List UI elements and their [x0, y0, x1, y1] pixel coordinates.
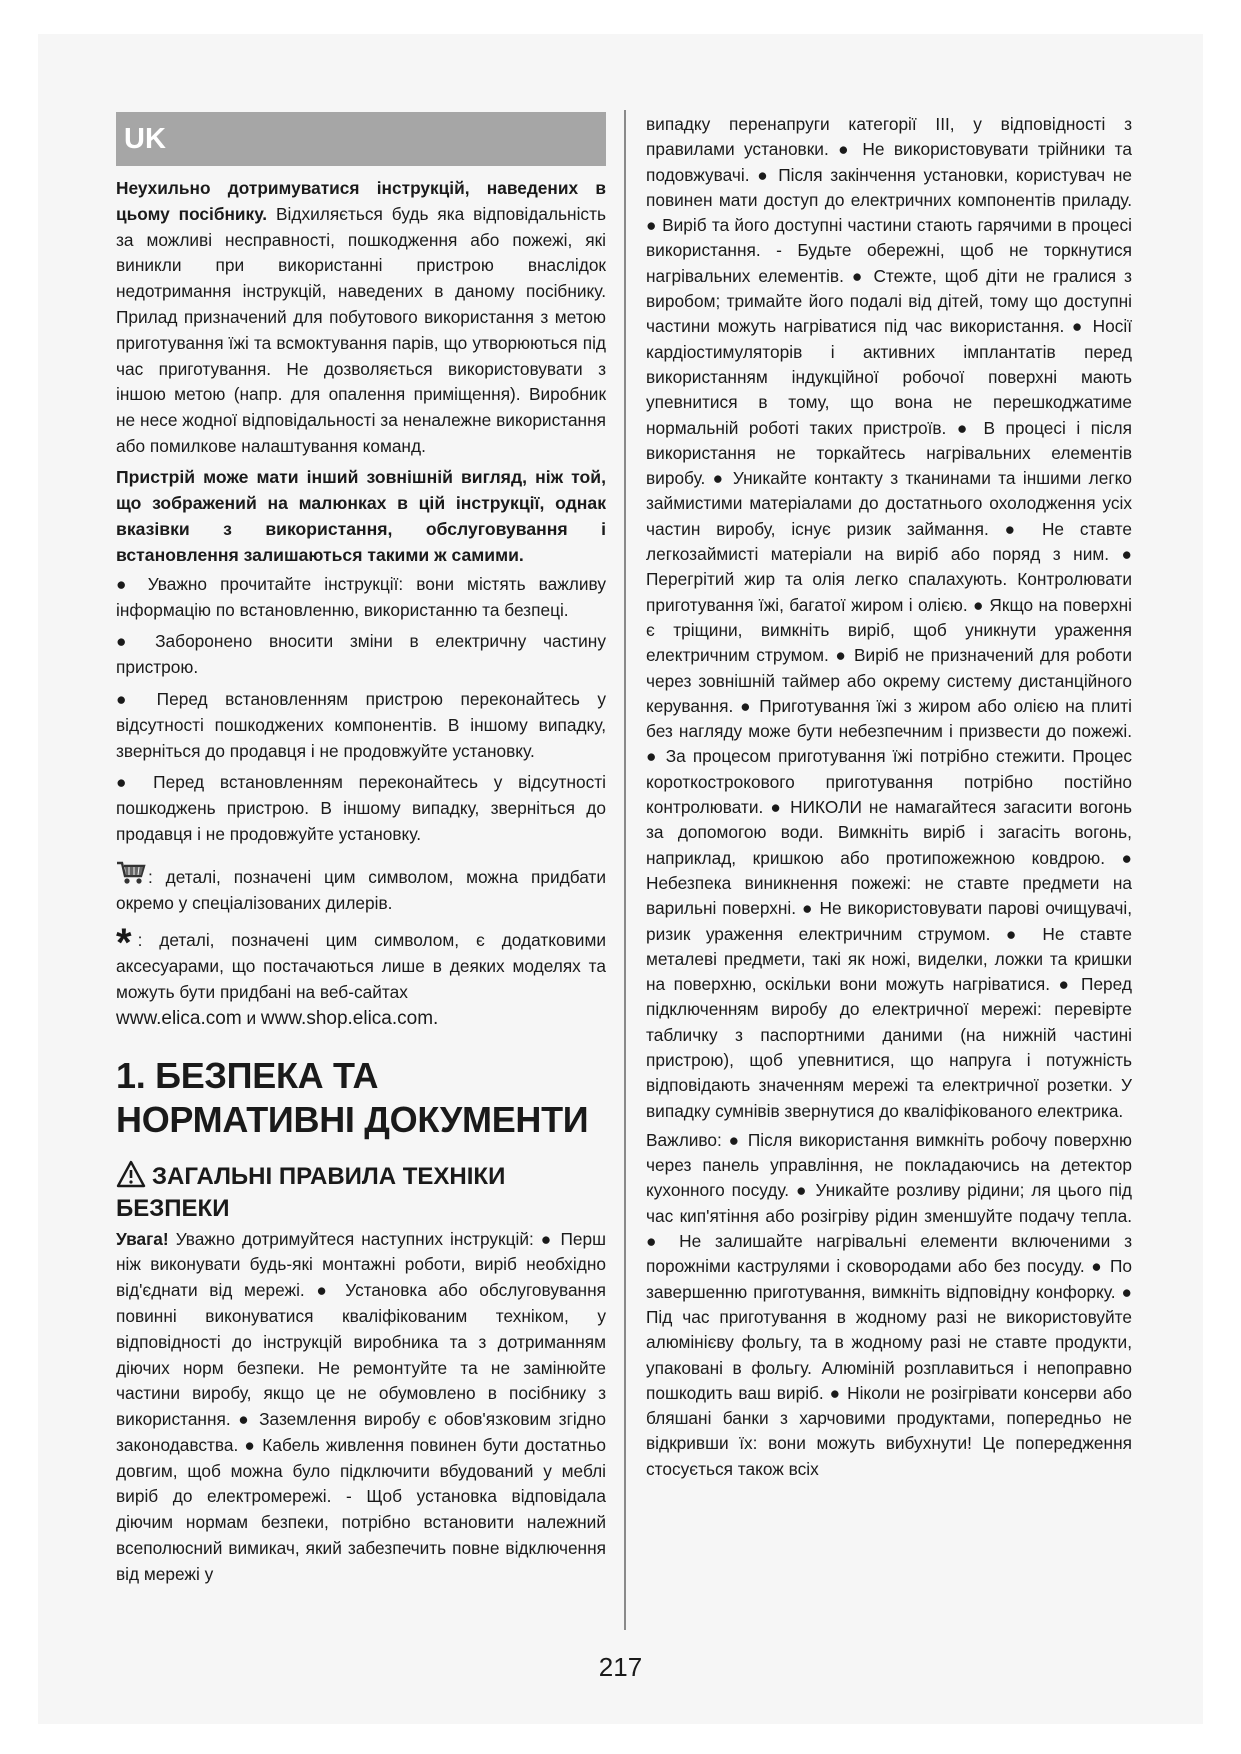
language-code: UK	[124, 123, 166, 155]
column-divider	[624, 110, 626, 1630]
shopping-cart-icon	[116, 860, 146, 886]
intro-bold-lead: Неухильно дотримуватися інструкцій, наведених в цьому посібнику.	[116, 178, 606, 224]
section-subtitle-text: ЗАГАЛЬНІ ПРАВИЛА ТЕХНІКИ БЕЗПЕКИ	[116, 1162, 506, 1222]
asterisk-icon: *	[116, 921, 132, 966]
language-header-bar	[116, 112, 606, 166]
bullet-item: ● Перед встановленням переконайтесь у відсутності пошкоджень пристрою. В іншому випадку, зверніться до продавця і не продовжуйте установку.	[116, 772, 606, 844]
elica-shop-link[interactable]: www.shop.elica.com.	[260, 1007, 439, 1029]
attention-text: Уважно дотримуйтеся наступних інструкцій: ● Перш ніж виконувати будь-які монтажні роботи, виріб необхідно від'єднати від мережі. ● Установка або обслуговування повинні виконуватися кваліфікованим техніком, у відповідності до інструкцій виробника та з дотриманням діючих норм безпеки. Не ремонтуйте та не замінюйте частини виробу, якщо це не обумовлено в посібнику з використання. ● Заземлення виробу є обов'язковим згідно законодавства. ● Кабель живлення повинен бути достатньо довгим, щоб можна було підключити вбудований у меблі виріб до електромережі. - Щоб установка відповідала діючим нормам безпеки, потрібно встановити належний всеполюсний вимикач, який забезпечить повне відключення від мережі у	[116, 1228, 606, 1584]
and-connector: и	[241, 1007, 261, 1028]
bullet-item: ● Перед встановленням пристрою переконайтесь у відсутності пошкоджених компонентів. В іншому випадку, зверніться до продавця і не продовжуйте установку.	[116, 688, 606, 761]
cart-symbol-text: : деталі, позначені цим символом, можна придбати окремо у спеціалізованих дилерів.	[116, 866, 606, 913]
asterisk-symbol-note	[116, 921, 606, 1031]
attention-paragraph	[116, 1227, 606, 1588]
intro-text: Відхиляється будь яка відповідальність за можливі несправності, пошкодження або пожежі, які виникли при використанні пристрою внаслідок недотримання інструкцій, наведених в даному посібнику. Прилад призначений для побутового використання з метою приготування їжі та всмоктування парів, що утворюються під час приготування. Не дозволяється використовувати з іншою метою (напр. для опалення приміщення). Виробник не несе жодної відповідальності за неналежне використання або помилкове налаштування команд.	[116, 203, 606, 456]
cart-symbol-note	[116, 860, 606, 917]
bullet-item: ● Заборонено вносити зміни в електричну частину пристрою.	[116, 631, 606, 678]
right-column	[646, 112, 1132, 1486]
warning-triangle-icon	[116, 1160, 146, 1188]
asterisk-symbol-text: : деталі, позначені цим символом, є додатковими аксесуарами, що постачаються лише в деяких моделях та можуть бути придбані на веб-сайтах	[116, 930, 606, 1002]
attention-label: Увага!	[116, 1228, 169, 1249]
section-subtitle	[116, 1160, 606, 1225]
appearance-note: Пристрій може мати інший зовнішній вигляд, ніж той, що зображений на малюнках в цій інструкції, однак вказівки з використання, обслуговування і встановлення залишаються такими ж самими.	[116, 466, 606, 565]
safety-paragraph: випадку перенапруги категорії III, у відповідності з правилами установки. ● Не використовувати трійники та подовжувачі. ● Після закінчення установки, користувач не повинен мати доступ до електричних компонентів приладу. ● Виріб та його доступні частини стають гарячими в процесі використання. - Будьте обережні, щоб не торкнутися нагрівальних елементів. ● Стежте, щоб діти не гралися з виробом; тримайте його подалі від дітей, тому що доступні частини можуть нагріватися під час використання. ● Носії кардіостимуляторів і активних імплантатів перед використанням індукційної робочої поверхні мають упевнитися в тому, що вона не перешкоджатиме нормальній роботі таких пристроїв. ● В процесі і після використання не торкайтесь нагрівальних елементів виробу. ● Уникайте контакту з тканинами та іншими легко займистими матеріалами до достатнього охолодження усіх частин виробу, існує ризик займання. ● Не ставте легкозаймисті матеріали на виріб або поряд з ним. ● Перегрітий жир та олія легко спалахують. Контролювати приготування їжі, багатої жиром і олією. ● Якщо на поверхні є тріщини, вимкніть виріб, щоб уникнути ураження електричним струмом. ● Виріб не призначений для роботи через зовнішній таймер або окрему систему дистанційного керування. ● Приготування їжі з жиром або олією на плиті без нагляду може бути небезпечним і призвести до пожежі. ● За процесом приготування їжі потрібно стежити. Процес короткострокового приготування потрібно постійно контролювати. ● НИКОЛИ не намагайтеся загасити вогонь за допомогою води. Вимкніть виріб і загасіть вогонь, наприклад, кришкою або протипожежною ковдрою. ● Небезпека виникнення пожежі: не ставте предмети на варильні поверхні. ● Не використовувати парові очищувачі, ризик ураження електричним струмом. ● Не ставте металеві предмети, такі як ножі, виделки, ложки та кришки на поверхню, оскільки вони можуть нагріватися. ● Перед підключенням виробу до електричної мережі: перевірте табличку з паспортними даними (на нижній частині пристрою), щоб упевнитися, що напруга і потужність відповідають значенням мережі та електричної розетки. У випадку сумнівів звернутися до кваліфікованого електрика.	[646, 114, 1132, 1121]
page-number: 217	[598, 1652, 643, 1682]
left-column	[116, 112, 606, 1592]
important-paragraph: Важливо: ● Після використання вимкніть робочу поверхню через панель управління, не покладаючись на детектор кухонного посуду. ● Уникайте розливу рідини; ля цього під час кип'ятіння або розігріву рідин зменшуйте подачу тепла. ● Не залишайте нагрівальні елементи включеними з порожніми каструлями і сковородами або без посуду. ● По завершенню приготування, вимкніть відповідну конфорку. ● Під час приготування в жодному разі не використовуйте алюмінієву фольгу, та в жодному разі не ставте продукти, упаковані в фольгу. Алюміній розплавиться і непоправно пошкодить ваш виріб. ● Ніколи не розігрівати консерви або бляшані банки з харчовими продуктами, попередньо не відкривши їх: вони можуть вибухнути! Це попередження стосується також всіх	[646, 1129, 1132, 1479]
bullet-item: ● Уважно прочитайте інструкції: вони містять важливу інформацію по встановленню, використанню та безпеці.	[116, 573, 606, 620]
section-title: 1. БЕЗПЕКА ТА НОРМАТИВНІ ДОКУМЕНТИ	[116, 1054, 589, 1140]
intro-paragraph	[116, 176, 606, 460]
elica-website-link[interactable]: www.elica.com	[116, 1007, 242, 1029]
